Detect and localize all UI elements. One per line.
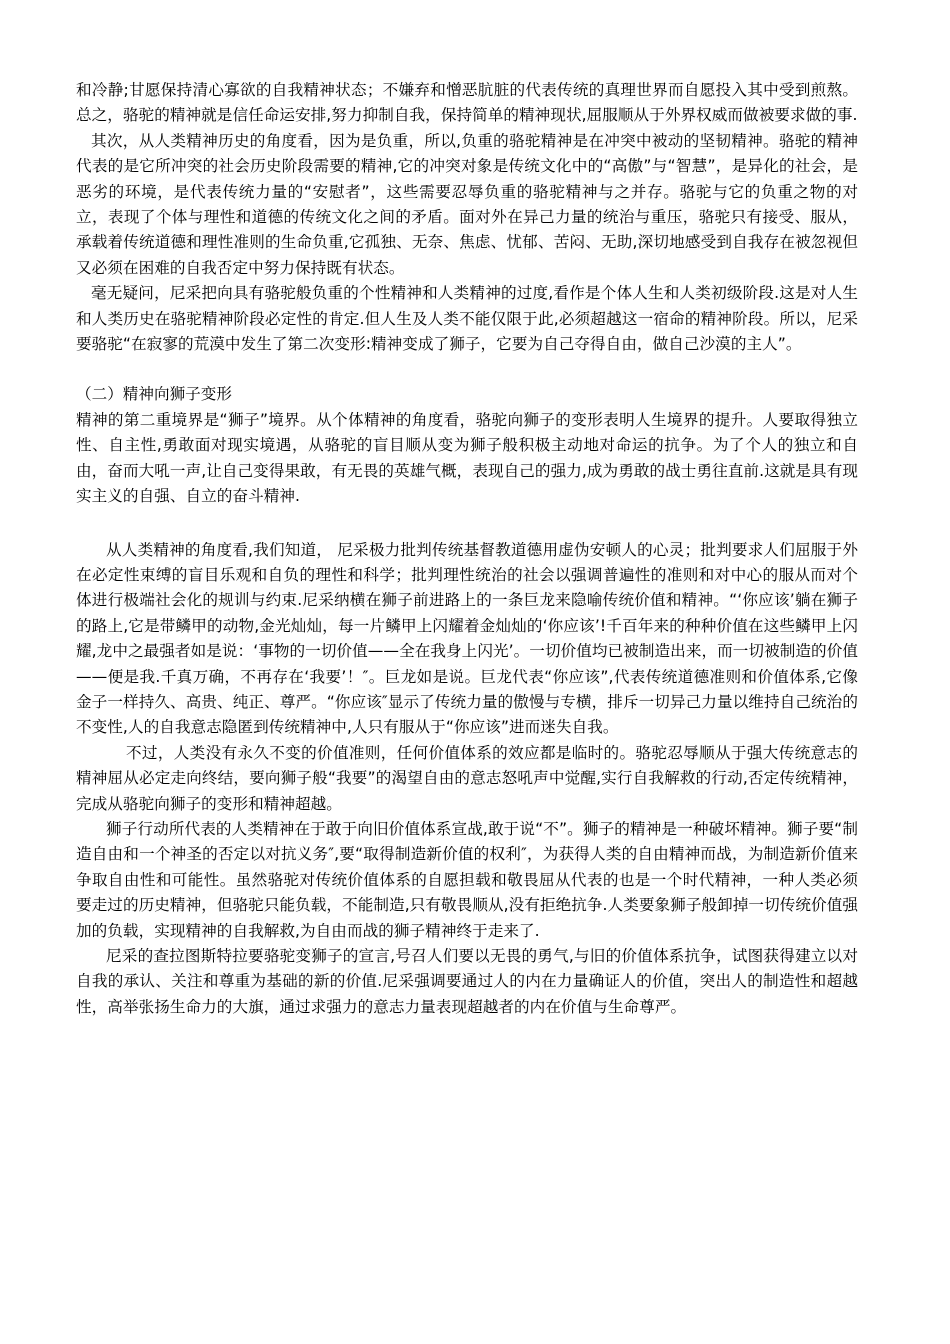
spacer — [76, 357, 858, 382]
spacer — [76, 510, 858, 538]
paragraph-camel-history: 其次，从人类精神历史的角度看，因为是负重，所以,负重的骆驼精神是在冲突中被动的坚韧精神。骆驼的精神代表的是它所冲突的社会历史阶段需要的精神,它的冲突对象是传统文化中的“高傲”与“智慧”，是异化的社会，是恶劣的环境，是代表传统力量的“安慰者”，这些需要忍辱负重的骆驼精神与之并存。骆驼与它的负重之物的对立，表现了个体与理性和道德的传统文化之间的矛盾。面对外在异己力量的统治与重压，骆驼只有接受、服从，承载着传统道德和理性准则的生命负重,它孤独、无奈、焦虑、忧郁、苦闷、无助,深切地感受到自我存在被忽视但又必须在困难的自我否定中努力保持既有状态。 — [76, 131, 858, 277]
paragraph-lion-realm: 精神的第二重境界是“狮子”境界。从个体精神的角度看，骆驼向狮子的变形表明人生境界的提升。人要取得独立性、自主性,勇敢面对现实境遇，从骆驼的盲目顺从变为狮子般积极主动地对命运的抗争。为了个人的独立和自由，奋而大吼一声,让自己变得果敢，有无畏的英雄气概，表现自己的强力,成为勇敢的战士勇往直前.这就是具有现实主义的自强、自立的奋斗精神. — [76, 410, 858, 506]
document-page — [76, 78, 858, 1020]
paragraph-lion-action: 狮子行动所代表的人类精神在于敢于向旧价值体系宣战,敢于说“不”。狮子的精神是一种破坏精神。狮子要“制造自由和一个神圣的否定以对抗义务″,要“取得制造新价值的权利″，为获得人类的自由精神而战，为制造新价值来争取自由性和可能性。虽然骆驼对传统价值体系的自愿担载和敬畏屈从代表的也是一个时代精神，一种人类必须要走过的历史精神，但骆驼只能负载，不能制造,只有敬畏顺从,没有拒绝抗争.人类要象狮子般卸掉一切传统价值强加的负载，实现精神的自我解救,为自由而战的狮子精神终于走来了. — [76, 819, 858, 940]
section-heading: （二）精神向狮子变形 — [76, 385, 232, 404]
paragraph-human-spirit: 从人类精神的角度看,我们知道， 尼采极力批判传统基督教道德用虚伪安顿人的心灵；批判要求人们屈服于外在必定性束缚的盲目乐观和自负的理性和科学；批判理性统治的社会以强调普遍性的准则和对中心的服从而对个体进行极端社会化的规训与约束.尼采纳横在狮子前进路上的一条巨龙来隐喻传统价值和精神。“‘你应该’躺在狮子的路上,它是带鳞甲的动物,金光灿灿，每一片鳞甲上闪耀着金灿灿的‘你应该’!千百年来的种种价值在这些鳞甲上闪耀,龙中之最强者如是说：‘事物的一切价值——全在我身上闪光’。一切价值均已被制造出来，而一切被制造的价值——便是我.千真万确，不再存在‘我要’！″。巨龙如是说。巨龙代表“你应该”,代表传统道德准则和价值体系,它像金子一样持久、高贵、纯正、尊严。“你应该″显示了传统力量的傲慢与专横，排斥一切异己力量以维持自己统治的不变性,人的自我意志隐匿到传统精神中,人只有服从于“你应该”进而迷失自我。 — [76, 540, 858, 737]
paragraph-zarathustra-manifesto: 尼采的查拉图斯特拉要骆驼变狮子的宣言,号召人们要以无畏的勇气,与旧的价值体系抗争，试图获得建立以对自我的承认、关注和尊重为基础的新的价值.尼采强调要通过人的内在力量确证人的价值，突出人的制造性和超越性，高举张扬生命力的大旗，通过求强力的意志力量表现超越者的内在价值与生命尊严。 — [76, 947, 858, 1016]
paragraph-camel-summary: 和冷静;甘愿保持清心寡欲的自我精神状态；不嫌弃和憎恶肮脏的代表传统的真理世界而自愿投入其中受到煎熬。总之，骆驼的精神就是信任命运安排,努力抑制自我，保持简单的精神现状,屈服顺从于外界权威而做被要求做的事. — [76, 81, 858, 125]
paragraph-nietzsche-transition: 毫无疑问，尼采把向具有骆驼般负重的个性精神和人类精神的过度,看作是个体人生和人类初级阶段.这是对人生和人类历史在骆驼精神阶段必定性的肯定.但人生及人类不能仅限于此,必须超越这一宿命的精神阶段。所以，尼采要骆驼“在寂寥的荒漠中发生了第二次变形:精神变成了狮子，它要为自己夺得自由，做自己沙漠的主人”。 — [76, 284, 858, 354]
paragraph-no-eternal-values: 不过，人类没有永久不变的价值准则，任何价值体系的效应都是临时的。骆驼忍辱顺从于强大传统意志的精神屈从必定走向终结，要向狮子般“我要”的渴望自由的意志怒吼声中觉醒,实行自我解救的行动,否定传统精神，完成从骆驼向狮子的变形和精神超越。 — [76, 743, 858, 813]
